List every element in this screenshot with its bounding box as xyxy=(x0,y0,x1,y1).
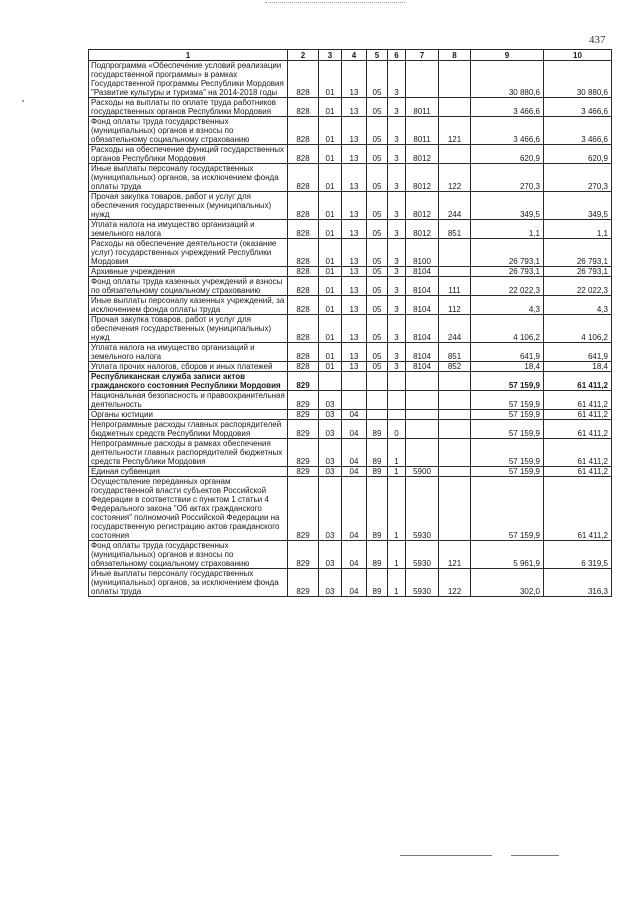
row-code-subsection xyxy=(342,391,367,410)
row-code-target: 5930 xyxy=(406,541,439,569)
row-code-subsection: 13 xyxy=(342,239,367,267)
row-code-target: 8104 xyxy=(406,343,439,362)
col-header-10: 10 xyxy=(544,50,612,61)
row-amount-year2: 3 466,6 xyxy=(544,98,612,117)
row-name: Республиканская служба записи актов гражданского состояния Республики Мордовия xyxy=(89,372,288,391)
row-code-subprogram: 3 xyxy=(388,239,406,267)
table-row xyxy=(89,315,612,343)
row-code-ministry: 829 xyxy=(288,569,319,597)
row-code-target: 8011 xyxy=(406,98,439,117)
row-code-target: 8011 xyxy=(406,117,439,145)
row-code-section: 03 xyxy=(319,410,342,420)
row-code-section: 01 xyxy=(319,61,342,98)
row-code-subsection: 13 xyxy=(342,164,367,192)
row-code-ministry: 828 xyxy=(288,296,319,315)
row-code-subprogram: 3 xyxy=(388,145,406,164)
table-row xyxy=(89,164,612,192)
row-amount-year2: 270,3 xyxy=(544,164,612,192)
table-row xyxy=(89,372,612,391)
row-name: Фонд оплаты труда казенных учреждений и взносы по обязательному социальному страхованию xyxy=(89,277,288,296)
row-code-program: 05 xyxy=(367,98,388,117)
row-amount-year1: 3 466,6 xyxy=(471,98,544,117)
row-code-subprogram: 3 xyxy=(388,61,406,98)
row-code-target: 5900 xyxy=(406,467,439,477)
row-code-subsection: 04 xyxy=(342,569,367,597)
top-scan-mark xyxy=(265,2,405,7)
row-code-ministry: 828 xyxy=(288,98,319,117)
row-code-expense-type: 851 xyxy=(439,343,471,362)
row-code-section: 01 xyxy=(319,220,342,239)
row-amount-year2: 30 880,6 xyxy=(544,61,612,98)
row-code-expense-type xyxy=(439,145,471,164)
table-body xyxy=(89,50,612,597)
row-code-section: 03 xyxy=(319,477,342,541)
row-code-target: 8104 xyxy=(406,315,439,343)
row-amount-year2: 316,3 xyxy=(544,569,612,597)
row-name: Расходы на обеспечение функций государственных органов Республики Мордовия xyxy=(89,145,288,164)
row-name: Фонд оплаты труда государственных (муниципальных) органов и взносы по обязательному социальному страхованию xyxy=(89,117,288,145)
row-code-program: 89 xyxy=(367,541,388,569)
row-code-subprogram xyxy=(388,391,406,410)
row-code-subprogram: 3 xyxy=(388,164,406,192)
row-amount-year1: 620,9 xyxy=(471,145,544,164)
row-code-expense-type: 122 xyxy=(439,164,471,192)
row-code-expense-type xyxy=(439,391,471,410)
row-name: Органы юстиции xyxy=(89,410,288,420)
row-code-section: 01 xyxy=(319,343,342,362)
row-code-target xyxy=(406,391,439,410)
row-code-section: 01 xyxy=(319,362,342,372)
row-code-target: 8104 xyxy=(406,277,439,296)
row-code-program: 89 xyxy=(367,569,388,597)
row-code-program: 05 xyxy=(367,164,388,192)
row-code-expense-type xyxy=(439,467,471,477)
row-name: Расходы на выплаты по оплате труда работников государственных органов Республики Мордовия xyxy=(89,98,288,117)
row-code-target xyxy=(406,372,439,391)
row-amount-year1: 30 880,6 xyxy=(471,61,544,98)
row-code-ministry: 828 xyxy=(288,61,319,98)
row-code-program: 89 xyxy=(367,439,388,467)
row-code-subsection xyxy=(342,372,367,391)
row-amount-year1: 18,4 xyxy=(471,362,544,372)
row-code-expense-type: 112 xyxy=(439,296,471,315)
row-name: Непрограммные расходы главных распорядителей бюджетных средств Республики Мордовия xyxy=(89,420,288,439)
row-code-expense-type xyxy=(439,420,471,439)
table-row xyxy=(89,117,612,145)
row-code-ministry: 828 xyxy=(288,239,319,267)
row-code-expense-type: 244 xyxy=(439,192,471,220)
row-code-ministry: 828 xyxy=(288,192,319,220)
row-code-subsection: 13 xyxy=(342,220,367,239)
row-code-subsection: 13 xyxy=(342,343,367,362)
row-code-subprogram: 3 xyxy=(388,277,406,296)
row-code-subprogram: 1 xyxy=(388,439,406,467)
row-code-section: 01 xyxy=(319,117,342,145)
row-amount-year2: 4,3 xyxy=(544,296,612,315)
row-code-ministry: 828 xyxy=(288,117,319,145)
row-code-section: 01 xyxy=(319,267,342,277)
row-code-target: 8012 xyxy=(406,145,439,164)
row-amount-year2: 641,9 xyxy=(544,343,612,362)
row-code-subprogram: 1 xyxy=(388,477,406,541)
row-code-program: 05 xyxy=(367,239,388,267)
row-code-expense-type: 244 xyxy=(439,315,471,343)
row-amount-year2: 349,5 xyxy=(544,192,612,220)
row-code-ministry: 828 xyxy=(288,362,319,372)
row-code-subprogram: 1 xyxy=(388,541,406,569)
row-code-ministry: 829 xyxy=(288,467,319,477)
row-code-ministry: 828 xyxy=(288,164,319,192)
row-code-target xyxy=(406,439,439,467)
row-code-target: 5930 xyxy=(406,477,439,541)
row-name: Иные выплаты персоналу государственных (муниципальных) органов, за исключением фонда оплаты труда xyxy=(89,164,288,192)
table-row xyxy=(89,343,612,362)
row-code-target: 8104 xyxy=(406,296,439,315)
scan-dot xyxy=(22,100,24,102)
row-code-program: 89 xyxy=(367,477,388,541)
row-amount-year2: 61 411,2 xyxy=(544,372,612,391)
row-code-expense-type: 851 xyxy=(439,220,471,239)
row-amount-year1: 349,5 xyxy=(471,192,544,220)
row-code-section: 01 xyxy=(319,98,342,117)
row-code-program: 05 xyxy=(367,117,388,145)
row-code-expense-type: 122 xyxy=(439,569,471,597)
row-code-section: 03 xyxy=(319,569,342,597)
row-amount-year1: 3 466,6 xyxy=(471,117,544,145)
row-code-program: 89 xyxy=(367,420,388,439)
row-amount-year1: 270,3 xyxy=(471,164,544,192)
table-row xyxy=(89,220,612,239)
row-code-subsection: 13 xyxy=(342,117,367,145)
row-amount-year1: 57 159,9 xyxy=(471,439,544,467)
row-code-subprogram: 3 xyxy=(388,362,406,372)
row-code-ministry: 829 xyxy=(288,541,319,569)
row-code-section: 03 xyxy=(319,391,342,410)
row-code-subprogram: 3 xyxy=(388,296,406,315)
table-row xyxy=(89,362,612,372)
signature-line xyxy=(400,855,492,856)
row-code-subsection: 04 xyxy=(342,467,367,477)
row-code-subprogram: 3 xyxy=(388,267,406,277)
row-code-target xyxy=(406,410,439,420)
row-code-ministry: 828 xyxy=(288,343,319,362)
page-number: 437 xyxy=(589,34,606,46)
row-name: Иные выплаты персоналу казенных учреждений, за исключением фонда оплаты труда xyxy=(89,296,288,315)
row-code-program: 05 xyxy=(367,61,388,98)
col-header-8: 8 xyxy=(439,50,471,61)
row-amount-year2: 61 411,2 xyxy=(544,477,612,541)
row-code-target: 8104 xyxy=(406,362,439,372)
row-code-program: 05 xyxy=(367,343,388,362)
row-amount-year1: 4,3 xyxy=(471,296,544,315)
row-code-target: 8012 xyxy=(406,164,439,192)
row-amount-year2: 26 793,1 xyxy=(544,267,612,277)
budget-table xyxy=(88,49,612,597)
row-name: Иные выплаты персоналу государственных (муниципальных) органов, за исключением фонда оплаты труда xyxy=(89,569,288,597)
row-amount-year1: 302,0 xyxy=(471,569,544,597)
row-code-ministry: 829 xyxy=(288,477,319,541)
row-code-expense-type xyxy=(439,98,471,117)
row-name: Осуществление переданных органам государственной власти субъектов Российской Федерации в соответствии с пунктом 1 статьи 4 Федерального закона "Об актах гражданского состояния" полномочий Российской Федерации на государственную регистрацию актов гражданского состояния xyxy=(89,477,288,541)
row-code-program: 05 xyxy=(367,296,388,315)
header-row xyxy=(89,50,612,61)
row-code-subprogram: 3 xyxy=(388,98,406,117)
row-name: Подпрограмма «Обеспечение условий реализации государственной программы» в рамках Государственной программы Республики Мордовия "Развитие культуры и туризма" на 2014-2018 годы xyxy=(89,61,288,98)
row-amount-year1: 641,9 xyxy=(471,343,544,362)
row-code-program: 05 xyxy=(367,220,388,239)
table-row xyxy=(89,477,612,541)
row-code-subsection: 04 xyxy=(342,439,367,467)
row-amount-year2: 620,9 xyxy=(544,145,612,164)
row-code-section: 01 xyxy=(319,164,342,192)
row-code-program: 89 xyxy=(367,467,388,477)
table-row xyxy=(89,98,612,117)
row-code-subsection: 04 xyxy=(342,477,367,541)
row-amount-year1: 5 961,9 xyxy=(471,541,544,569)
row-name: Прочая закупка товаров, работ и услуг для обеспечения государственных (муниципальных) нужд xyxy=(89,192,288,220)
row-code-program: 05 xyxy=(367,362,388,372)
col-header-7: 7 xyxy=(406,50,439,61)
row-code-ministry: 828 xyxy=(288,315,319,343)
row-code-expense-type xyxy=(439,61,471,98)
row-code-target: 5930 xyxy=(406,569,439,597)
row-code-expense-type xyxy=(439,410,471,420)
row-amount-year2: 4 106,2 xyxy=(544,315,612,343)
col-header-2: 2 xyxy=(288,50,319,61)
row-code-expense-type xyxy=(439,439,471,467)
row-amount-year1: 57 159,9 xyxy=(471,372,544,391)
table-row xyxy=(89,541,612,569)
row-code-subsection: 04 xyxy=(342,541,367,569)
row-code-subprogram xyxy=(388,410,406,420)
row-code-section: 03 xyxy=(319,420,342,439)
row-code-section: 03 xyxy=(319,467,342,477)
row-amount-year2: 6 319,5 xyxy=(544,541,612,569)
row-code-expense-type: 121 xyxy=(439,117,471,145)
row-code-expense-type xyxy=(439,267,471,277)
row-amount-year1: 26 793,1 xyxy=(471,267,544,277)
row-amount-year1: 57 159,9 xyxy=(471,467,544,477)
row-amount-year2: 61 411,2 xyxy=(544,467,612,477)
row-name: Прочая закупка товаров, работ и услуг для обеспечения государственных (муниципальных) нужд xyxy=(89,315,288,343)
row-name: Национальная безопасность и правоохранительная деятельность xyxy=(89,391,288,410)
row-code-program: 05 xyxy=(367,267,388,277)
row-code-subsection: 04 xyxy=(342,420,367,439)
row-amount-year2: 26 793,1 xyxy=(544,239,612,267)
signature-line-short xyxy=(511,855,559,856)
row-name: Уплата налога на имущество организаций и земельного налога xyxy=(89,343,288,362)
row-code-expense-type xyxy=(439,239,471,267)
row-code-ministry: 828 xyxy=(288,277,319,296)
row-amount-year1: 57 159,9 xyxy=(471,391,544,410)
row-name: Фонд оплаты труда государственных (муниципальных) органов и взносы по обязательному социальному страхованию xyxy=(89,541,288,569)
col-header-4: 4 xyxy=(342,50,367,61)
row-code-program: 05 xyxy=(367,315,388,343)
row-amount-year1: 1,1 xyxy=(471,220,544,239)
row-code-ministry: 828 xyxy=(288,145,319,164)
row-code-section: 01 xyxy=(319,296,342,315)
row-code-expense-type: 852 xyxy=(439,362,471,372)
row-amount-year2: 18,4 xyxy=(544,362,612,372)
table-row xyxy=(89,277,612,296)
row-code-program: 05 xyxy=(367,277,388,296)
row-code-subprogram: 3 xyxy=(388,192,406,220)
row-code-target xyxy=(406,61,439,98)
row-code-ministry: 829 xyxy=(288,372,319,391)
row-code-target xyxy=(406,420,439,439)
row-amount-year2: 61 411,2 xyxy=(544,391,612,410)
table-row xyxy=(89,420,612,439)
row-code-program: 05 xyxy=(367,145,388,164)
row-name: Уплата налога на имущество организаций и земельного налога xyxy=(89,220,288,239)
row-code-subsection: 13 xyxy=(342,145,367,164)
row-code-subsection: 13 xyxy=(342,98,367,117)
row-code-subsection: 13 xyxy=(342,61,367,98)
table-row xyxy=(89,467,612,477)
row-code-subsection: 13 xyxy=(342,192,367,220)
row-code-subsection: 13 xyxy=(342,296,367,315)
row-code-section: 03 xyxy=(319,541,342,569)
table-row xyxy=(89,192,612,220)
row-code-ministry: 829 xyxy=(288,410,319,420)
row-code-subprogram: 1 xyxy=(388,569,406,597)
table-row xyxy=(89,239,612,267)
row-amount-year2: 61 411,2 xyxy=(544,439,612,467)
row-code-ministry: 829 xyxy=(288,439,319,467)
row-code-section: 03 xyxy=(319,439,342,467)
row-code-target: 8012 xyxy=(406,220,439,239)
row-code-section: 01 xyxy=(319,277,342,296)
col-header-6: 6 xyxy=(388,50,406,61)
row-name: Уплата прочих налогов, сборов и иных платежей xyxy=(89,362,288,372)
row-code-program xyxy=(367,391,388,410)
row-code-subsection: 04 xyxy=(342,410,367,420)
row-code-ministry: 829 xyxy=(288,391,319,410)
table-row xyxy=(89,296,612,315)
row-code-subsection: 13 xyxy=(342,267,367,277)
row-code-ministry: 828 xyxy=(288,267,319,277)
row-code-expense-type: 121 xyxy=(439,541,471,569)
col-header-9: 9 xyxy=(471,50,544,61)
row-code-target: 8012 xyxy=(406,192,439,220)
table-row xyxy=(89,145,612,164)
row-code-target: 8104 xyxy=(406,267,439,277)
row-amount-year1: 57 159,9 xyxy=(471,420,544,439)
row-amount-year1: 57 159,9 xyxy=(471,477,544,541)
row-code-subprogram: 0 xyxy=(388,420,406,439)
row-code-expense-type xyxy=(439,372,471,391)
col-header-5: 5 xyxy=(367,50,388,61)
row-amount-year2: 61 411,2 xyxy=(544,410,612,420)
row-code-subprogram xyxy=(388,372,406,391)
row-code-subprogram: 3 xyxy=(388,343,406,362)
row-amount-year1: 22 022,3 xyxy=(471,277,544,296)
row-code-subprogram: 3 xyxy=(388,220,406,239)
row-code-subsection: 13 xyxy=(342,315,367,343)
row-code-expense-type xyxy=(439,477,471,541)
row-amount-year1: 26 793,1 xyxy=(471,239,544,267)
row-amount-year2: 61 411,2 xyxy=(544,420,612,439)
row-amount-year2: 22 022,3 xyxy=(544,277,612,296)
row-code-section xyxy=(319,372,342,391)
row-code-section: 01 xyxy=(319,239,342,267)
row-code-program: 05 xyxy=(367,192,388,220)
row-code-expense-type: 111 xyxy=(439,277,471,296)
table-row xyxy=(89,569,612,597)
table-row xyxy=(89,439,612,467)
row-amount-year2: 3 466,6 xyxy=(544,117,612,145)
row-code-section: 01 xyxy=(319,192,342,220)
row-code-ministry: 829 xyxy=(288,420,319,439)
table-row xyxy=(89,61,612,98)
row-code-subsection: 13 xyxy=(342,277,367,296)
row-code-program xyxy=(367,410,388,420)
row-code-subprogram: 3 xyxy=(388,315,406,343)
row-code-program xyxy=(367,372,388,391)
row-amount-year2: 1,1 xyxy=(544,220,612,239)
table-row xyxy=(89,391,612,410)
col-header-3: 3 xyxy=(319,50,342,61)
row-name: Архивные учреждения xyxy=(89,267,288,277)
row-amount-year1: 57 159,9 xyxy=(471,410,544,420)
row-code-ministry: 828 xyxy=(288,220,319,239)
row-code-subsection: 13 xyxy=(342,362,367,372)
row-name: Единая субвенция xyxy=(89,467,288,477)
table-row xyxy=(89,410,612,420)
row-amount-year1: 4 106,2 xyxy=(471,315,544,343)
row-code-subprogram: 1 xyxy=(388,467,406,477)
row-code-section: 01 xyxy=(319,315,342,343)
table-row xyxy=(89,267,612,277)
row-code-target: 8100 xyxy=(406,239,439,267)
row-code-section: 01 xyxy=(319,145,342,164)
row-code-subprogram: 3 xyxy=(388,117,406,145)
row-name: Расходы на обеспечение деятельности (оказание услуг) государственных учреждений Республики Мордовия xyxy=(89,239,288,267)
row-name: Непрограммные расходы в рамках обеспечения деятельности главных распорядителей бюджетных средств Республики Мордовия xyxy=(89,439,288,467)
col-header-1: 1 xyxy=(89,50,288,61)
